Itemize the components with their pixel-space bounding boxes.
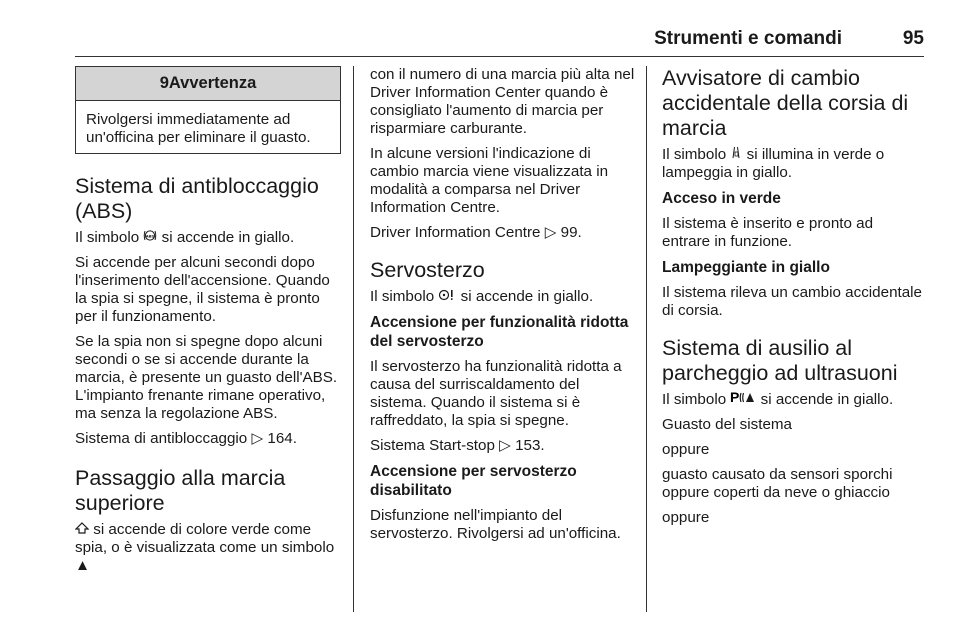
lane-p3: Il sistema rileva un cambio accidentale di corsia.: [662, 284, 922, 319]
lane-p1: Il simbolo si illumina in verde o lampeggia in giallo.: [662, 146, 885, 181]
page-ref-arrow-icon: ▷: [499, 437, 511, 454]
shift-p1-cont: con il numero di una marcia più alta nel Driver Information Center quando è consigliato l'aumento di marcia per risparmiare carburante.: [370, 66, 635, 137]
page-ref-arrow-icon: ▷: [251, 430, 264, 447]
page-number: 95: [902, 28, 924, 49]
shift-heading: Passaggio alla marcia superiore: [75, 466, 286, 515]
park-heading: Sistema di ausilio al parcheggio ad ultrasuoni: [662, 336, 898, 385]
lane-sub2: Lampeggiante in giallo: [662, 259, 830, 276]
warning-box: [75, 66, 341, 154]
svg-text:ABS: ABS: [146, 233, 155, 239]
column-2: [370, 66, 636, 550]
warning-symbol-icon: 9: [159, 74, 169, 92]
svg-text:P: P: [730, 390, 740, 404]
startstop-page-ref[interactable]: 153.: [515, 437, 545, 454]
park-p5: oppure: [662, 509, 710, 526]
shift-p3: Driver Information Centre ▷ 99.: [370, 224, 582, 241]
steering-sub2: Accensione per servosterzo disabilitato: [370, 463, 577, 499]
shift-p2: In alcune versioni l'indicazione di cambio marcia viene visualizzata in modalità a comparsa nel Driver Information Centre.: [370, 145, 609, 216]
page-ref-arrow-icon: ▷: [544, 224, 557, 241]
abs-page-ref[interactable]: 164.: [267, 430, 297, 447]
lane-p2: Il sistema è inserito e pronto ad entrare in funzione.: [662, 215, 874, 250]
column-divider-2: [646, 66, 647, 612]
park-p4: guasto causato da sensori sporchi oppure coperti da neve o ghiaccio: [662, 466, 893, 501]
steering-sub1: Accensione per funzionalità ridotta del servosterzo: [370, 314, 629, 350]
park-p1: Il simbolo P si accende in giallo.: [662, 390, 894, 408]
warning-header: [76, 67, 340, 101]
column-1: [75, 66, 341, 582]
steering-warning-icon: [438, 287, 456, 305]
page-header: [0, 0, 960, 54]
header-rule: [75, 56, 924, 57]
park-p3: oppure: [662, 441, 710, 458]
abs-p3: Se la spia non si spegne dopo alcuni secondi o se si accende durante la marcia, è presente un guasto dell'ABS. L'impianto frenante rimane operativo, ma senza la regolazione ABS.: [75, 333, 338, 422]
lane-sub1: Acceso in verde: [662, 190, 781, 207]
shift-p1: si accende di colore verde come spia, o è visualizzata come un simbolo ▲: [75, 521, 335, 574]
dic-page-ref[interactable]: 99.: [560, 224, 582, 241]
abs-p1: Il simbolo ABS si accende in giallo.: [75, 229, 295, 246]
steering-p1: Il simbolo si accende in giallo.: [370, 288, 594, 305]
lane-heading: Avvisatore di cambio accidentale della corsia di marcia: [662, 66, 909, 140]
triangle-icon: ▲: [75, 557, 91, 574]
upshift-icon: [75, 520, 89, 538]
abs-p4: Sistema di antibloccaggio ▷ 164.: [75, 430, 297, 447]
abs-heading: Sistema di antibloccaggio (ABS): [75, 174, 319, 223]
steering-p4: Disfunzione nell'impianto del servosterzo. Rivolgersi ad un'officina.: [370, 507, 621, 542]
parking-assist-icon: [730, 390, 756, 408]
section-title: Strumenti e comandi: [654, 28, 842, 49]
column-divider-1: [353, 66, 354, 612]
warning-text: Rivolgersi immediatamente ad un'officina per eliminare il guasto.: [86, 111, 311, 146]
column-3: [662, 66, 924, 534]
steering-heading: Servosterzo: [370, 258, 485, 282]
warning-title: Avvertenza: [168, 74, 257, 92]
lane-departure-icon: [730, 145, 742, 163]
steering-p2: Il servosterzo ha funzionalità ridotta a causa del surriscaldamento del sistema. Quando il sistema si è raffreddato, la spia si spegne.: [370, 358, 622, 429]
steering-p3: Sistema Start-stop ▷ 153.: [370, 437, 545, 454]
park-p2: Guasto del sistema: [662, 416, 792, 433]
abs-icon: [143, 228, 157, 246]
abs-p2: Si accende per alcuni secondi dopo l'inserimento dell'accensione. Quando la spia si spegne, il sistema è pronto per il funzionamento.: [75, 254, 330, 325]
